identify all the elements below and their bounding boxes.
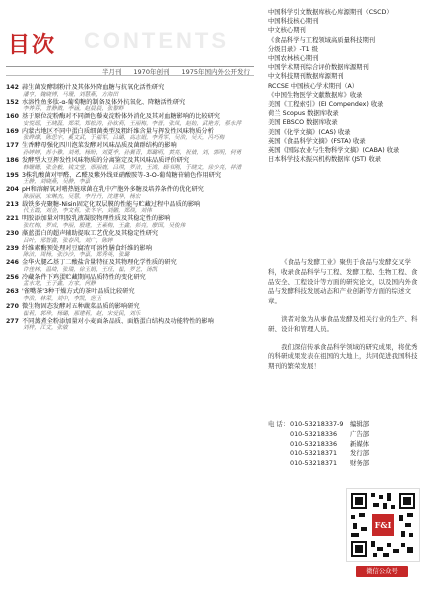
toc-entry — [6, 186, 254, 201]
contact-number: 010-53218371 — [290, 459, 338, 468]
toc-title: pH和溶解氧对嗜热链球菌在乳中产胞外多糖及培养条件的优化研究 — [22, 186, 204, 194]
index-item: 英国《国际农业与生物科学文摘》(CABA) 收录 — [268, 147, 400, 155]
index-item: 分级目录》-T1 级 — [268, 45, 318, 53]
toc-authors: 王静，刘晓燕，吴静，李嘉 — [23, 179, 91, 186]
toc-page-number: 152 — [6, 98, 19, 106]
toc-title: 不同蒸煮全粉添加量对小麦面条品质、面筋蛋白结构及功能特性的影响 — [22, 317, 214, 325]
toc-authors: 张晔璨，陈思宇，奚文武，于福军，吕璐，高志娟，李秀军，吴浩，吴天，冯巧梅 — [23, 135, 225, 142]
toc-title: 载铁多壳聚糖-Nisin固定化双层膜的性能与贮藏过程中品质的影响 — [22, 200, 201, 208]
index-item: 美国 EBSCO 数据库收录 — [268, 119, 338, 127]
toc-page-number: 263 — [6, 288, 19, 296]
toc-authors: 李浩，林荣，刘中，李凯，范玉 — [23, 295, 102, 302]
index-item: 中国科学引文数据库核心库源期刊（CSCD） — [268, 9, 393, 16]
toc-title: 藻蓝蛋白的超声辅助提取工艺优化及其稳定性研究 — [22, 229, 159, 237]
contact-label — [268, 449, 290, 459]
toc-entry — [6, 142, 254, 157]
toc-authors: 崔莉，郭珍，杨璐，那建莉，赵，宋爱民，刘乐 — [23, 310, 141, 317]
contact-label — [268, 430, 290, 440]
toc-title: 微生物固态发酵对五种蔬菜品质的影响研究 — [22, 302, 140, 310]
toc-authors: 陈丽丽，宋琳杰，吴慧，李丹丹，沈建华，杨宏 — [23, 193, 141, 200]
contents-column — [6, 0, 254, 598]
index-item: 荷兰 Scopus 数据库收录 — [268, 110, 339, 118]
toc-title: 明胶添加量对明胶乳液凝胶物理性质及其稳定性的影响 — [22, 215, 171, 223]
toc-entry — [6, 113, 254, 128]
toc-title: 生香酵母强化四川泡菜发酵对风味品质及菌群结构的影响 — [22, 142, 177, 150]
index-item: 英国《食品科学文摘》(FSTA) 收录 — [268, 137, 366, 145]
qr-logo: F&I — [374, 520, 392, 530]
toc-title: 水溶性鱼多肽-α-葡萄糖的制备及体外抗氧化、降糖活性研究 — [22, 98, 186, 106]
toc-entry — [6, 245, 254, 260]
toc-title: 内蒙古地区不同中蛋白质细菌类型及粗纤维含量与挥发性风味物质分析 — [22, 127, 214, 135]
contact-row — [268, 459, 420, 469]
index-item: 美国《化学文摘》(CAS) 收录 — [268, 128, 351, 136]
contents-title-en: CONTENTS — [84, 28, 229, 53]
toc-title: 纤维素酶预处理对豆腐渣可溶性膳食纤维的影响 — [22, 244, 152, 252]
toc-title: 蒜生菌发酵制粉汁及其体外降血糖与抗氧化活性研究 — [22, 84, 165, 91]
toc-title: 发酵型大豆挥发性风味物质的分离鉴定及其风味品质评价研究 — [22, 156, 190, 164]
contact-row — [268, 430, 420, 440]
contact-row — [268, 420, 420, 430]
toc-authors: 孟水龙，王子鑫，方家，何静 — [23, 281, 96, 288]
contact-row — [268, 449, 420, 459]
toc-authors: 韩姗姗，张金毅，钱文莹，邢丽鹿，吕琪，罗洁，王鸿，顾书刚，于晓文，徐少亮，祥清 — [23, 164, 242, 171]
toc-entry — [6, 172, 254, 187]
toc-page-number: 169 — [6, 127, 19, 135]
contact-number: 010-53218371 — [290, 449, 338, 458]
toc-entry — [6, 157, 254, 172]
contact-row — [268, 440, 420, 450]
toc-entry — [6, 215, 254, 230]
contact-number: 010-53218337-9 — [290, 420, 344, 428]
index-item: 《中国生物医学文献数据库》收录 — [268, 91, 363, 99]
toc-authors: 许佳林，温绮，张瑞，徐玉娟，王珏，崔，罗艺，汤凯 — [23, 266, 158, 273]
toc-entry — [6, 99, 254, 114]
toc-entry — [6, 259, 254, 274]
contents-header — [6, 0, 254, 60]
description-paragraph: 读者对象为从事食品发酵及相关行业的生产、科研、设计和管理人员。 — [268, 314, 418, 333]
toc-page-number: 239 — [6, 244, 19, 252]
toc-title: 冷藏条件下鸡蛋贮藏期间品质特性的变化研究 — [22, 273, 146, 281]
index-item: 中国农林核心期刊 — [268, 55, 319, 63]
contact-department: 编辑部 — [350, 420, 370, 428]
distribution: 1975年国内外公开发行 — [181, 67, 250, 76]
toc-page-number: 177 — [6, 142, 19, 150]
toc-page-number: 256 — [6, 273, 19, 281]
toc-page-number: 195 — [6, 171, 19, 179]
index-item: 美国《工程索引》(EI Compendex) 收录 — [268, 101, 384, 109]
contact-department: 发行部 — [350, 449, 370, 458]
toc-page-number: 270 — [6, 302, 19, 310]
toc-entry — [6, 230, 254, 245]
index-item: 中文核心期刊 — [268, 27, 306, 35]
contact-department: 财务部 — [350, 459, 370, 468]
index-item: 中国科技核心期刊 — [268, 18, 319, 26]
toc-title: 金华火腿乙基丁二酸盐含量特征及其物理化学性质的研究 — [22, 259, 177, 267]
description-paragraph: 《食品与发酵工业》聚焦于食品与发酵交叉学科，收录食品科学与工程、发酵工程、生物工程、食品安全、工程设计等方面的研究论文，以及国内外食品与发酵科技发展动态和产业创新等方面的综述文章。 — [268, 258, 418, 306]
toc-entry — [6, 288, 254, 303]
toc-entry — [6, 128, 254, 143]
description-paragraph: 我们深信传承食品科学领域的研究成果，将优秀的科研成果发表在祖国的大地上，共同促进我国科技期刊的繁荣发展！ — [268, 342, 418, 371]
toc-page-number: 221 — [6, 215, 19, 223]
contact-department: 新媒体 — [350, 439, 370, 448]
contact-number: 010-53218336 — [290, 439, 338, 448]
toc-entry — [6, 274, 254, 289]
toc-page-number: 246 — [6, 259, 19, 267]
toc-page-number: 160 — [6, 113, 19, 121]
index-item: 日本科学技术振兴机构数据库 (JST) 收录 — [268, 156, 382, 164]
toc-entry — [6, 201, 254, 216]
toc-authors: 李养芬，普静微，季涵，赵晨晨，张黎畔 — [23, 106, 124, 113]
index-item: RCCSE 中国核心学术期刊（A） — [268, 82, 359, 90]
index-item: 中国学术期刊综合评价数据库源期刊 — [268, 64, 369, 72]
toc-authors: 张红梅，罗成，李丽，殷建，王素梅，王鑫，彭亮，廖国，吴俊伟 — [23, 222, 186, 229]
toc-authors: 陈洁，周杨，张沙沙，李嘉，郑秀英，张璐 — [23, 252, 130, 259]
index-list — [268, 8, 418, 164]
toc-list — [6, 84, 254, 332]
frequency: 半月刊 — [101, 67, 122, 76]
toc-entry — [6, 303, 254, 318]
contacts — [268, 420, 420, 469]
contents-title: 目次 — [8, 32, 57, 58]
toc-authors: 孙婷婷，苏小雅，刘勇，杨盼，刘夏季，孙翼青，郑璐明，黄亮，祝倩，刘，郭明，何勇 — [23, 149, 242, 156]
toc-entry — [6, 318, 254, 333]
toc-authors: 代玉霞，刘金，李文莉，张冬宇，刘鹏，郑琰，刘伟 — [23, 208, 152, 215]
contact-label: 电 话： — [268, 420, 290, 428]
toc-page-number: 230 — [6, 229, 19, 237]
toc-page-number: 277 — [6, 317, 19, 325]
toc-page-number: 186 — [6, 156, 19, 164]
contact-label — [268, 459, 290, 469]
contact-number: 010-53218336 — [290, 429, 338, 438]
contact-department: 广告部 — [350, 429, 370, 438]
wechat-account-label: 微信公众号 — [356, 566, 408, 577]
toc-title: '雀嘴茶'3种干燥方式的茶叶品质比较研究 — [22, 288, 135, 296]
toc-authors: 安悦瑶，王晓磊，郑荣，郑松涛，孙钦莉，王丽梅，李晋，张凤，赵妨，武艳芳，蔡永萍 — [23, 120, 242, 127]
toc-authors: 潘亨，魏晓博，马珊，刘慧燕，方海田 — [23, 91, 119, 98]
toc-authors: 吕叶，邢智鑫，张春风，刘广，陈婷 — [23, 237, 113, 244]
publication-info-bar — [6, 66, 254, 76]
qr-code — [346, 488, 420, 562]
toc-page-number: 142 — [6, 84, 19, 91]
toc-title: 基于原位淀粉酶对不同颜色藜麦淀粉体外消化及其对血糖影响的比较研究 — [22, 113, 220, 121]
founded: 1970年创刊 — [133, 67, 170, 76]
index-item: 《食品科学与工程领域高质量科技期刊 — [268, 36, 376, 44]
journal-description — [268, 258, 420, 380]
toc-page-number: 204 — [6, 186, 19, 194]
toc-page-number: 213 — [6, 200, 19, 208]
contact-label — [268, 440, 290, 450]
index-item: 中文科技期刊数据库源期刊 — [268, 73, 344, 81]
toc-authors: 刘梓，江文，张敏 — [23, 325, 68, 332]
toc-entry — [6, 84, 254, 99]
toc-title: 3株乳酸菌对甲醛、乙醛及紫外线亚硝酸胺等-3-O-葡萄糖苷辅色作用研究 — [22, 171, 222, 179]
